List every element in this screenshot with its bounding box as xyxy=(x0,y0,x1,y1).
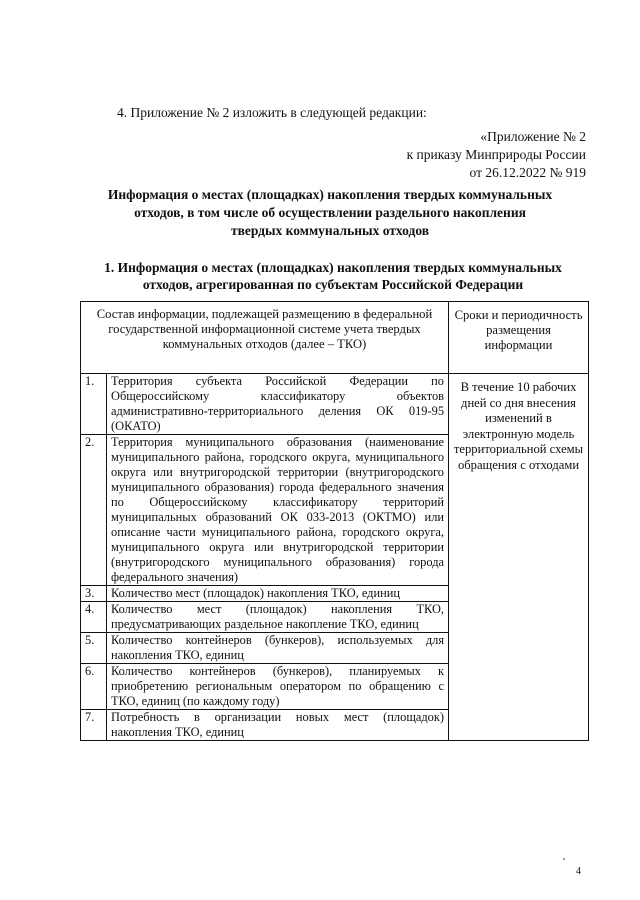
row-number: 6. xyxy=(81,664,107,710)
section-heading xyxy=(80,259,586,293)
row-text: Количество контейнеров (бункеров), используемых для накопления ТКО, единиц xyxy=(107,633,449,664)
intro-paragraph: 4. Приложение № 2 изложить в следующей редакции: xyxy=(117,105,427,120)
row-number: 1. xyxy=(81,374,107,435)
row-number: 2. xyxy=(81,435,107,586)
title-line-3: твердых коммунальных отходов xyxy=(230,223,430,238)
row-text: Количество мест (площадок) накопления ТКО, единиц xyxy=(107,586,449,602)
appendix-ref-line-2: к приказу Минприроды России xyxy=(406,147,586,162)
information-table xyxy=(80,301,589,741)
section-line-2: отходов, агрегированная по субъектам Российской Федерации xyxy=(142,277,524,292)
appendix-ref-line-3: от 26.12.2022 № 919 xyxy=(469,165,586,180)
title-line-1: Информация о местах (площадках) накопления твердых коммунальных xyxy=(107,187,553,202)
appendix-reference xyxy=(326,128,586,182)
scan-speck xyxy=(563,858,565,860)
table-row xyxy=(81,374,589,435)
row-number: 3. xyxy=(81,586,107,602)
terms-cell: В течение 10 рабочих дней со дня внесения изменений в электронную модель территориальной схемы обращения с отходами xyxy=(449,374,589,741)
appendix-ref-line-1: «Приложение № 2 xyxy=(480,129,586,144)
row-text: Количество мест (площадок) накопления ТКО, предусматривающих раздельное накопление ТКО, единиц xyxy=(107,602,449,633)
row-number: 4. xyxy=(81,602,107,633)
table-header-row xyxy=(81,302,589,374)
row-number: 5. xyxy=(81,633,107,664)
title-line-2: отходов, в том числе об осуществлении раздельного накопления xyxy=(134,205,526,220)
row-text: Количество контейнеров (бункеров), планируемых к приобретению региональным оператором по обращению с ТКО, единиц (по каждому году) xyxy=(107,664,449,710)
row-text: Территория субъекта Российской Федерации по Общероссийскому классификатору объектов административно-территориального деления ОК 019-95 (ОКАТО) xyxy=(107,374,449,435)
section-line-1: 1. Информация о местах (площадках) накопления твердых коммунальных xyxy=(104,260,562,275)
row-text: Потребность в организации новых мест (площадок) накопления ТКО, единиц xyxy=(107,710,449,741)
header-composition: Состав информации, подлежащей размещению в федеральной государственной информационной системе учета твердых коммунальных отходов (далее – ТКО) xyxy=(81,302,449,374)
page-number: 4 xyxy=(576,866,581,877)
document-title xyxy=(80,186,580,240)
row-number: 7. xyxy=(81,710,107,741)
header-terms: Сроки и периодичность размещения информации xyxy=(449,302,589,374)
row-text: Территория муниципального образования (наименование муниципального района, городского округа, муниципального округа или внутригородской территории (внутригородского муниципального образования) города федерального значения по Общероссийскому классификатору территорий муниципальных образований ОК 033-2013 (ОКТМО) или описание части муниципального района, городского округа, муниципального округа или внутригородской территории (внутригородского муниципального образования) города федерального значения) xyxy=(107,435,449,586)
